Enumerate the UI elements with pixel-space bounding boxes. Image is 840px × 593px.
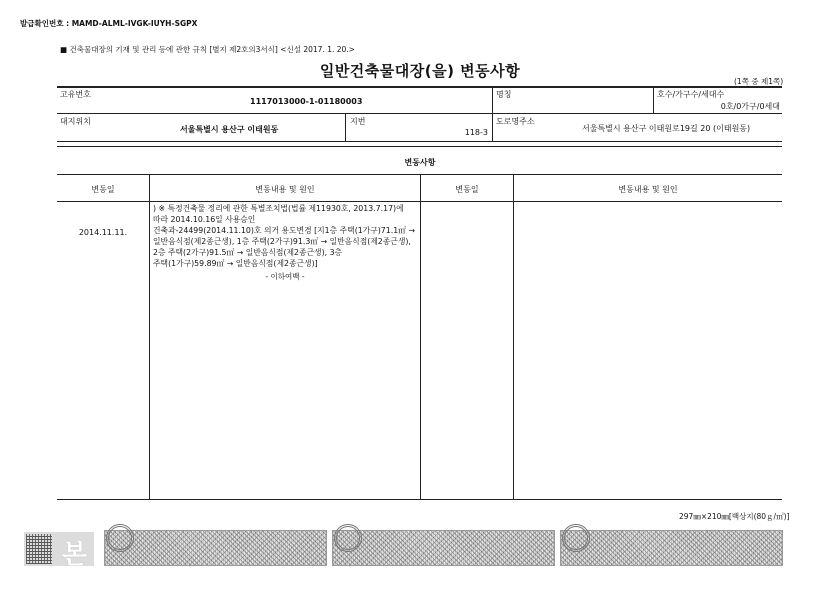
units-label: 호수/가구수/세대수 xyxy=(657,90,725,99)
column-header-date-2: 변동일 xyxy=(455,185,479,194)
header-divider-2 xyxy=(653,87,654,113)
paper-size: 297㎜×210㎜[백상지(80ｇ/㎡)] xyxy=(679,512,790,521)
header-divider-3 xyxy=(345,113,346,141)
header-divider-1 xyxy=(492,87,493,113)
swirl-mark-2 xyxy=(334,524,362,552)
header-top-border xyxy=(57,86,782,88)
table-bottom-border xyxy=(57,499,782,500)
column-header-content-2: 변동내용 및 원인 xyxy=(618,185,678,194)
stamp-glyph: 본 xyxy=(62,540,88,570)
column-divider-1 xyxy=(149,175,150,499)
swirl-mark-3 xyxy=(562,524,590,552)
section-title: 변동사항 xyxy=(404,158,436,167)
regulation-note: ■ 건축물대장의 기재 및 관리 등에 관한 규칙 [별지 제2호의3서식] <신설 2017. 1. 20.> xyxy=(60,45,355,54)
page-info: (1쪽 중 제1쪽) xyxy=(734,77,784,86)
security-pattern-3 xyxy=(560,530,783,566)
column-header-content-1: 변동내용 및 원인 xyxy=(255,185,315,194)
lot-label: 지번 xyxy=(350,117,366,126)
stamp-barcode xyxy=(24,532,94,570)
units-value: 0호/0가구/0세대 xyxy=(720,102,780,111)
location-value: 서울특별시 용산구 이태원동 xyxy=(180,125,279,134)
section-top-border xyxy=(57,146,782,147)
column-divider-3 xyxy=(513,175,514,499)
swirl-mark-1 xyxy=(106,524,134,552)
issue-number: 발급확인번호 : MAMD-ALML-IVGK-IUYH-SGPX xyxy=(20,19,198,28)
entry-content: ) ※ 특정건축물 정리에 관한 특별조치법(법률 제11930호, 2013.7.17)에 따라 2014.10.16일 사용승인 건축과-24499(2014.11.10)호 의거 용도변경 [지1층 주택(1가구)71.1㎡ → 일반음식점(제2종근생), 1층 주택(2가구)91.3㎡ → 일반음식점(제2종근생), 2층 주택(2가구)91.5㎡ → 일반음식점(제2종근생), 3층 주택(1가구)59.89㎡ → 일반음식점(제2종근생)] xyxy=(153,204,415,268)
document-title: 일반건축물대장(을) 변동사항 xyxy=(319,62,521,80)
road-address-value: 서울특별시 용산구 이태원로19길 20 (이태원동) xyxy=(582,124,751,133)
header-bottom-border xyxy=(57,141,782,142)
header-divider-4 xyxy=(492,113,493,141)
column-header-date-1: 변동일 xyxy=(91,185,115,194)
security-pattern-2 xyxy=(332,530,555,566)
unique-no-label: 고유번호 xyxy=(60,90,91,99)
header-mid-border xyxy=(57,113,782,114)
name-label: 명칭 xyxy=(496,90,512,99)
unique-no-value: 1117013000-1-01180003 xyxy=(250,97,363,106)
entry-end-mark: - 이하여백 - xyxy=(265,272,305,281)
barcode-pattern xyxy=(26,534,52,564)
lot-value: 118-3 xyxy=(464,128,488,137)
security-pattern-1 xyxy=(104,530,327,566)
entry-date: 2014.11.11. xyxy=(78,228,128,237)
location-label: 대지위치 xyxy=(60,117,91,126)
road-address-label: 도로명주소 xyxy=(496,117,535,126)
